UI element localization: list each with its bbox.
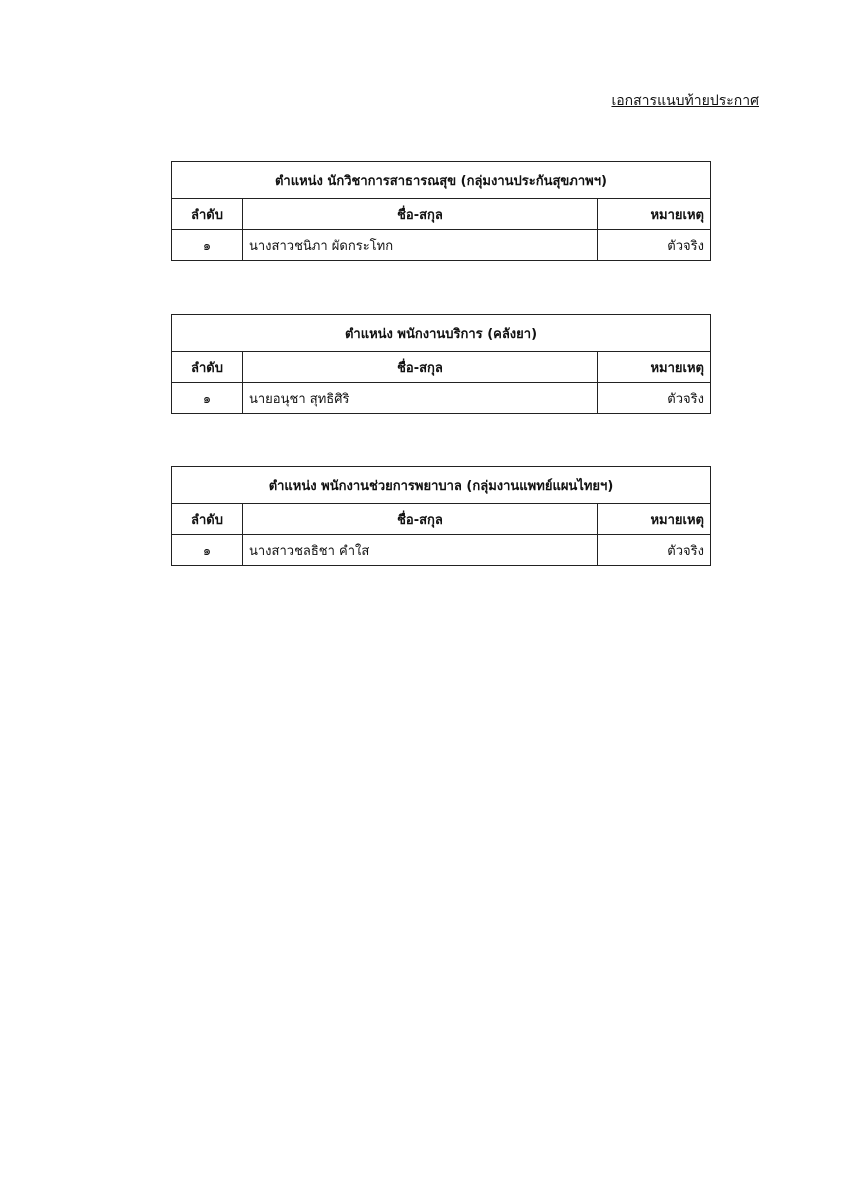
row-name: นางสาวชนิภา ผัดกระโทก <box>243 230 598 261</box>
column-header-name: ชื่อ-สกุล <box>243 504 598 535</box>
column-header-seq: ลำดับ <box>172 352 243 383</box>
attachment-heading: เอกสารแนบท้ายประกาศ <box>611 93 759 109</box>
column-header-seq: ลำดับ <box>172 504 243 535</box>
column-header-note: หมายเหตุ <box>598 504 711 535</box>
table-row <box>172 230 711 261</box>
row-note: ตัวจริง <box>598 383 711 414</box>
column-header-name: ชื่อ-สกุล <box>243 352 598 383</box>
row-name: นายอนุชา สุทธิศิริ <box>243 383 598 414</box>
table-row <box>172 383 711 414</box>
row-seq: ๑ <box>172 383 243 414</box>
table-row <box>172 535 711 566</box>
position-title: ตำแหน่ง นักวิชาการสาธารณสุข (กลุ่มงานประกันสุขภาพฯ) <box>172 162 711 199</box>
column-header-note: หมายเหตุ <box>598 352 711 383</box>
column-header-name: ชื่อ-สกุล <box>243 199 598 230</box>
row-seq: ๑ <box>172 230 243 261</box>
row-name: นางสาวชลธิชา คำใส <box>243 535 598 566</box>
row-note: ตัวจริง <box>598 535 711 566</box>
position-table-2 <box>171 314 711 414</box>
position-title: ตำแหน่ง พนักงานช่วยการพยาบาล (กลุ่มงานแพทย์แผนไทยฯ) <box>172 467 711 504</box>
column-header-seq: ลำดับ <box>172 199 243 230</box>
row-note: ตัวจริง <box>598 230 711 261</box>
position-table-1 <box>171 161 711 261</box>
row-seq: ๑ <box>172 535 243 566</box>
position-table-3 <box>171 466 711 566</box>
column-header-note: หมายเหตุ <box>598 199 711 230</box>
position-title: ตำแหน่ง พนักงานบริการ (คลังยา) <box>172 315 711 352</box>
